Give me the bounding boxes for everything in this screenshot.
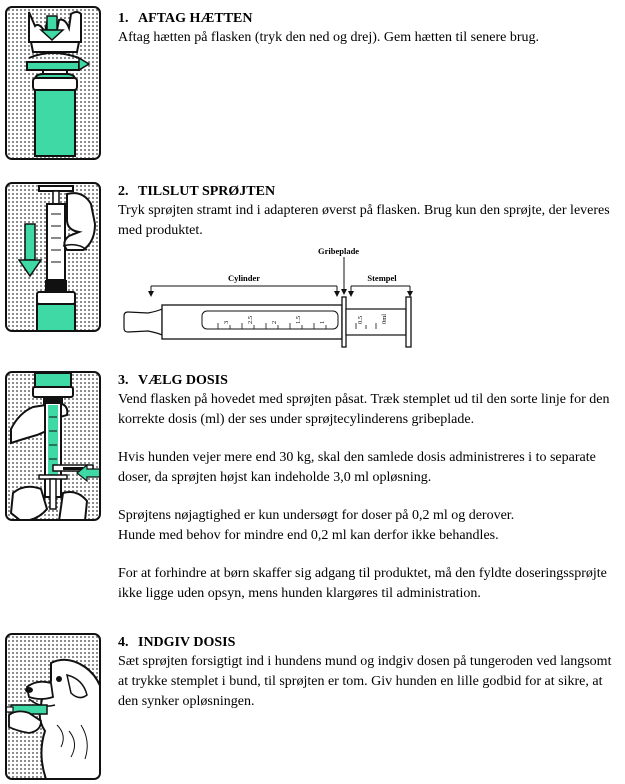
step-4	[118, 634, 618, 712]
scale-label: 0.5	[357, 315, 364, 324]
scale-label: 3	[223, 320, 230, 324]
step-title-text: VÆLG DOSIS	[138, 373, 228, 388]
step-text: Vend flasken på hovedet med sprøjten påsat. Træk stemplet ud til den sorte linje for den korrekte dosis (ml) der ses under sprøjtecylinderens gribeplade.	[118, 392, 610, 427]
step-text: For at forhindre at børn skaffer sig adgang til produktet, må den fyldte doseringssprøjte ikke ligge uden opsyn, mens hunden klargøres til administration.	[118, 566, 607, 601]
step-title	[118, 183, 618, 201]
step-number: 4.	[118, 635, 129, 650]
step-text: Tryk sprøjten stramt ind i adapteren øverst på flasken. Brug kun den sprøjte, der leveres med produktet.	[118, 203, 610, 238]
step-number: 2.	[118, 184, 129, 199]
step-title	[118, 634, 618, 652]
illustration-administer-dose	[5, 633, 101, 780]
step-number: 1.	[118, 11, 129, 26]
step-text: Hunde med behov for mindre end 0,2 ml kan derfor ikke behandles.	[118, 528, 499, 543]
step-2	[118, 183, 618, 241]
scale-label: 1	[319, 320, 326, 324]
step-text: Hvis hunden vejer mere end 30 kg, skal den samlede dosis administreres i to separate doser, da sprøjten højst kan indeholde 3,0 ml opløsning.	[118, 450, 596, 485]
step-number: 3.	[118, 373, 129, 388]
step-title	[118, 372, 618, 390]
step-title	[118, 10, 618, 28]
step-text: Sæt sprøjten forsigtigt ind i hundens mund og indgiv dosen på tungeroden ved langsomt at trykke stemplet i bund, til sprøjten er tom. Giv hunden en lille godbid for at sikre, at den synker opløsningen.	[118, 654, 612, 709]
scale-label: 2	[271, 320, 278, 324]
step-1	[118, 10, 618, 48]
step-text: Sprøjtens nøjagtighed er kun undersøgt for doser på 0,2 ml og derover.	[118, 508, 515, 523]
label-cylinder: Cylinder	[227, 273, 261, 283]
syringe-diagram	[118, 243, 428, 353]
scale-label: 1.5	[295, 315, 302, 324]
step-text: Aftag hætten på flasken (tryk den ned og drej). Gem hætten til senere brug.	[118, 30, 540, 45]
illustration-remove-cap	[5, 6, 101, 160]
step-3	[118, 372, 618, 604]
scale-label: 2.5	[247, 315, 254, 324]
step-title-text: INDGIV DOSIS	[138, 635, 236, 650]
illustration-select-dose	[5, 371, 101, 521]
scale-label: 0ml	[381, 313, 388, 324]
illustration-attach-syringe	[5, 182, 101, 332]
step-title-text: AFTAG HÆTTEN	[138, 11, 253, 26]
step-title-text: TILSLUT SPRØJTEN	[138, 184, 276, 199]
label-stempel: Stempel	[367, 273, 397, 283]
label-gribeplade: Gribeplade	[318, 246, 360, 256]
